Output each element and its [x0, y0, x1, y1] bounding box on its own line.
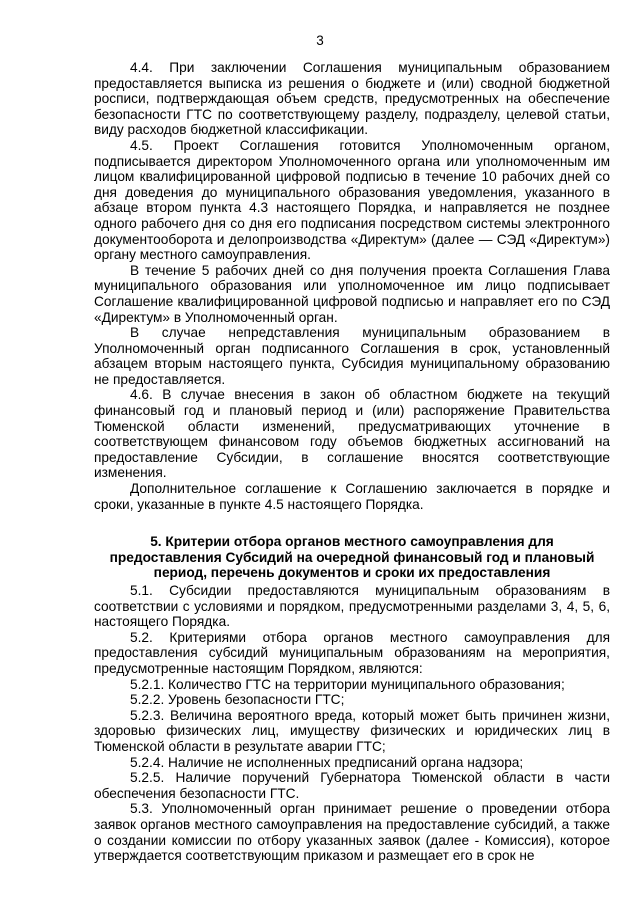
document-body: [94, 60, 610, 864]
section-heading-line: период, перечень документов и сроки их предоставления: [153, 565, 551, 581]
paragraph-5-2-2: 5.2.2. Уровень безопасности ГТС;: [130, 692, 345, 708]
paragraph-5-2-3: 5.2.3. Величина вероятного вреда, который может быть причинен жизни, здоровью физических лиц, имуществу физических и юридических лиц в Тюменской области в результате аварии ГТС;: [94, 707, 610, 754]
paragraph-4-6-supplementary: Дополнительное соглашение к Соглашению заключается в порядке и сроки, указанные в пункте 4.5 настоящего Порядка.: [94, 481, 610, 512]
paragraph-5-3: 5.3. Уполномоченный орган принимает решение о проведении отбора заявок органов местного самоуправления на предоставление субсидий, а также о создании комиссии по отбору указанных заявок (далее - Комиссия), которое утверждается соответствующим приказом и размещает его в срок не: [94, 801, 610, 864]
paragraph-4-5: 4.5. Проект Соглашения готовится Уполномоченным органом, подписывается директором Уполномоченного органа или уполномоченным им лицом квалифицированной цифровой подписью в течение 10 рабочих дней со дня доведения до муниципального образования уведомления, указанного в абзаце втором пункта 4.3 настоящего Порядка, и направляется не позднее одного рабочего дня со дня его подписания посредством системы электронного документооборота и делопроизводства «Директум» (далее — СЭД «Директум») органу местного самоуправления.: [94, 137, 610, 263]
paragraph-5-1: 5.1. Субсидии предоставляются муниципальным образованиям в соответствии с условиями и порядком, предусмотренными разделами 3, 4, 5, 6, настоящего Порядка.: [94, 583, 610, 630]
paragraph-4-5-nonsubmission: В случае непредставления муниципальным образованием в Уполномоченный орган подписанного Соглашения в срок, установленный абзацем вторым настоящего пункта, Субсидия муниципальному образованию не предоставляется.: [94, 325, 610, 387]
section-5-heading: [94, 534, 610, 581]
paragraph-5-2-5: 5.2.5. Наличие поручений Губернатора Тюменской области в части обеспечения безопасности ГТС.: [94, 770, 610, 801]
section-gap: [94, 512, 610, 534]
paragraph-5-2-4: 5.2.4. Наличие не исполненных предписаний органа надзора;: [130, 754, 524, 770]
paragraph-5-2: 5.2. Критериями отбора органов местного самоуправления для предоставления субсидий муниципальным образованиям на мероприятия, предусмотренные настоящим Порядком, являются:: [94, 629, 610, 676]
paragraph-4-5-signing: В течение 5 рабочих дней со дня получения проекта Соглашения Глава муниципального образования или уполномоченное им лицо подписывает Соглашение квалифицированной цифровой подписью и направляет его по СЭД «Директум» в Уполномоченный орган.: [94, 262, 610, 325]
paragraph-4-4: 4.4. При заключении Соглашения муниципальным образованием предоставляется выписка из решения о бюджете и (или) сводной бюджетной росписи, подтверждающая объем средств, предусмотренных на обеспечение безопасности ГТС по соответствующему разделу, подразделу, целевой статьи, виду расходов бюджетной классификации.: [94, 60, 610, 138]
paragraph-4-6: 4.6. В случае внесения в закон об областном бюджете на текущий финансовый год и плановый период и (или) распоряжение Правительства Тюменской области изменений, предусматривающих уточнение в соответствующем финансовом году объемов бюджетных ассигнований на предоставление Субсидии, в соглашение вносятся соответствующие изменения.: [94, 387, 610, 481]
paragraph-5-2-1: 5.2.1. Количество ГТС на территории муниципального образования;: [130, 676, 565, 692]
section-heading-line: предоставления Субсидий на очередной финансовый год и плановый: [109, 549, 595, 565]
section-heading-line: 5. Критерии отбора органов местного самоуправления для: [150, 534, 554, 550]
page-number: 3: [316, 33, 324, 48]
